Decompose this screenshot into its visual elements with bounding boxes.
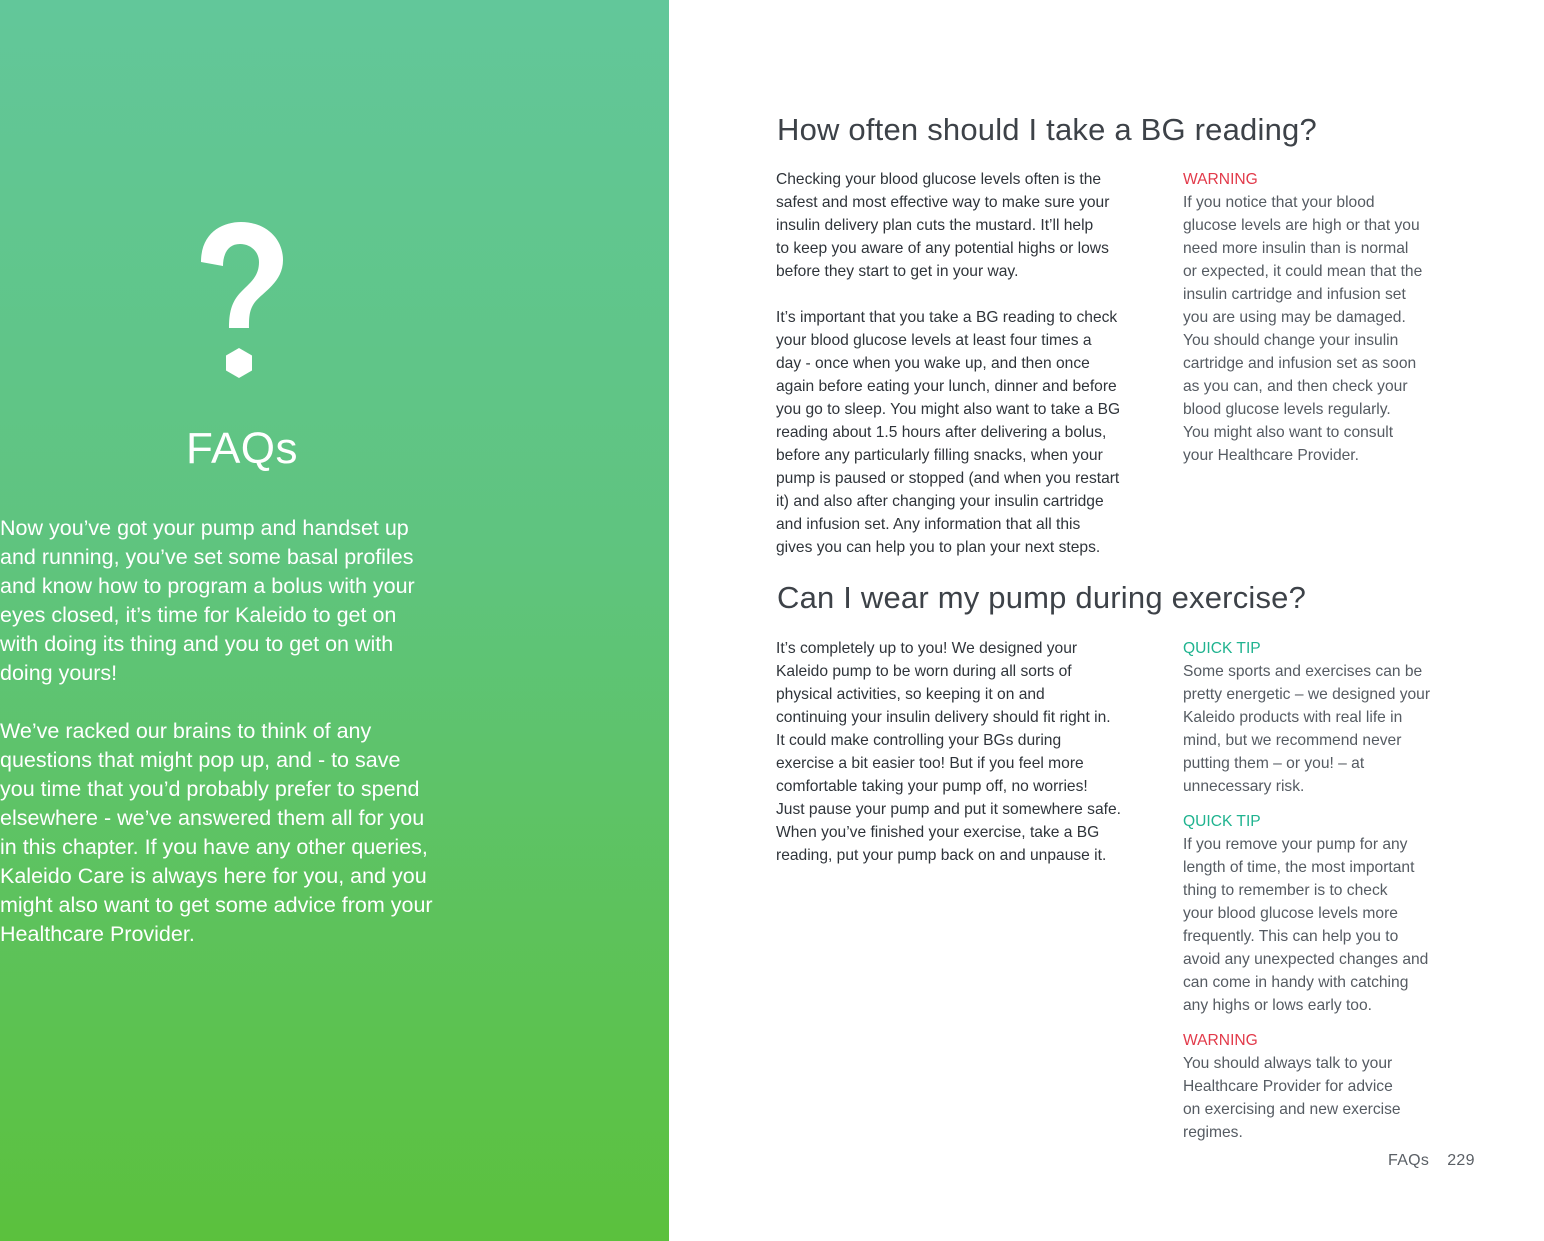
warning-note	[1183, 1029, 1473, 1144]
chapter-cover-panel	[0, 0, 669, 1241]
footer-section-name: FAQs	[1388, 1152, 1430, 1169]
quick-tip-note	[1183, 810, 1473, 1017]
warning-text: You should always talk to your Healthcare Provider for advice on exercising and new exercise regimes.	[1183, 1055, 1401, 1141]
intro-paragraph: Now you’ve got your pump and handset up and running, you’ve set some basal profiles and know how to program a bolus with your eyes closed, it’s time for Kaleido to get on with doing its thing and you to get on with doing yours!	[0, 516, 415, 685]
section-body-exercise	[776, 637, 1171, 890]
warning-label: WARNING	[1183, 171, 1258, 188]
body-paragraph: It’s completely up to you! We designed your Kaleido pump to be worn during all sorts of physical activities, so keeping it on and continuing your insulin delivery should fit right in. It could make controlling your BGs during exercise a bit easier too! But if you feel more comfortable taking your pump off, no worries! Just pause your pump and put it somewhere safe. When you’ve finished your exercise, take a BG reading, put your pump back on and unpause it.	[776, 640, 1121, 864]
page-number: 229	[1447, 1152, 1475, 1169]
warning-note	[1183, 168, 1473, 467]
body-paragraph: It’s important that you take a BG reading to check your blood glucose levels at least four times a day - once when you wake up, and then once again before eating your lunch, dinner and before you go to sleep. You might also want to take a BG reading about 1.5 hours after delivering a bolus, before any particularly filling snacks, when your pump is paused or stopped (and when you restart it) and also after changing your insulin cartridge and infusion set. Any information that all this gives you can help you to plan your next steps.	[776, 309, 1121, 556]
quick-tip-label: QUICK TIP	[1183, 640, 1261, 657]
page-footer	[1388, 1152, 1475, 1170]
section-heading-bg-reading: How often should I take a BG reading?	[777, 112, 1317, 147]
section-body-bg-reading	[776, 168, 1171, 582]
quick-tip-text: If you remove your pump for any length of time, the most important thing to remember is to check your blood glucose levels more frequently. This can help you to avoid any unexpected changes and can come in handy with catching any highs or lows early too.	[1183, 836, 1429, 1014]
question-mark-icon	[193, 222, 285, 382]
body-paragraph: Checking your blood glucose levels often is the safest and most effective way to make sure your insulin delivery plan cuts the mustard. It’ll help to keep you aware of any potential highs or lows before they start to get in your way.	[776, 171, 1110, 280]
quick-tip-text: Some sports and exercises can be pretty energetic – we designed your Kaleido products with real life in mind, but we recommend never putting them – or you! – at unnecessary risk.	[1183, 663, 1431, 795]
quick-tip-note	[1183, 637, 1473, 798]
warning-text: If you notice that your blood glucose levels are high or that you need more insulin than is normal or expected, it could mean that the insulin cartridge and infusion set you are using may be damaged. You should change your insulin cartridge and infusion set as soon as you can, and then check your blood glucose levels regularly. You might also want to consult your Healthcare Provider.	[1183, 194, 1423, 464]
section-heading-exercise: Can I wear my pump during exercise?	[777, 580, 1307, 615]
chapter-title: FAQs	[186, 424, 299, 473]
warning-label: WARNING	[1183, 1032, 1258, 1049]
chapter-intro	[0, 514, 475, 978]
quick-tip-label: QUICK TIP	[1183, 813, 1261, 830]
intro-paragraph: We’ve racked our brains to think of any questions that might pop up, and - to save you time that you’d probably prefer to spend elsewhere - we’ve answered them all for you in this chapter. If you have any other queries, Kaleido Care is always here for you, and you might also want to get some advice from your Healthcare Provider.	[0, 719, 433, 946]
